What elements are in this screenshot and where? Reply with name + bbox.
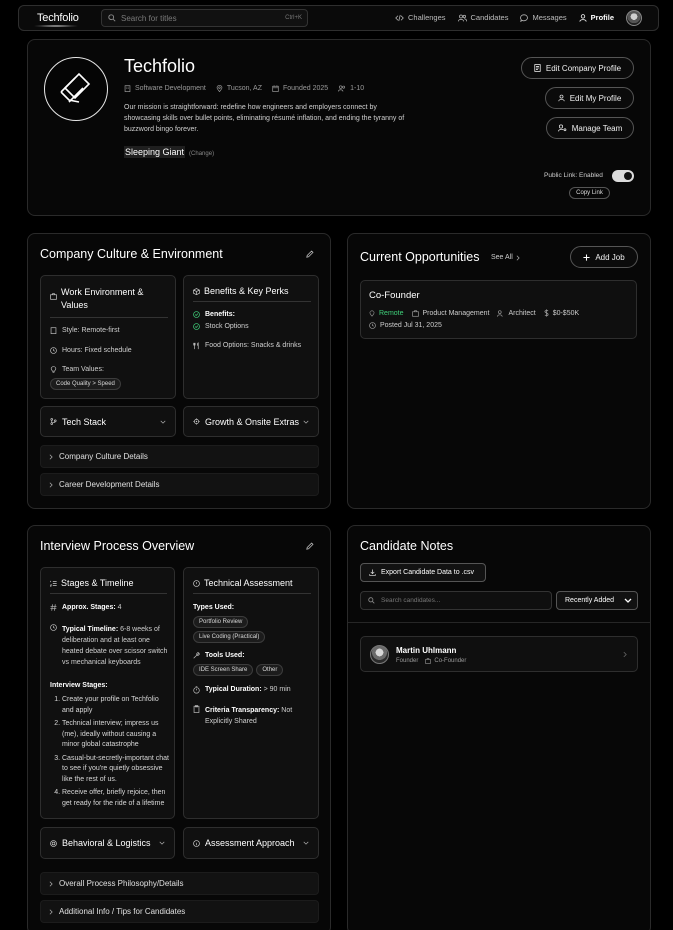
message-icon: [520, 14, 528, 22]
clock-icon: [50, 347, 57, 354]
timer-icon: [193, 686, 200, 694]
tool-pill: Other: [256, 664, 283, 676]
duration-label: Typical Duration:: [205, 686, 262, 693]
criteria-label: Criteria Transparency:: [205, 707, 280, 714]
users-icon: [338, 85, 346, 92]
interview-steps-list: [50, 695, 172, 812]
benefits-label: Benefits:: [205, 311, 235, 318]
accordion-company-culture-details[interactable]: [40, 445, 319, 468]
user-avatar[interactable]: [626, 10, 642, 26]
clock-icon: [50, 624, 57, 631]
opportunities-panel: [347, 233, 651, 509]
copy-link-button[interactable]: Copy Link: [569, 187, 610, 199]
interview-panel: [27, 525, 331, 930]
team-values-label: Team Values:: [62, 366, 104, 373]
manage-team-button[interactable]: [546, 117, 634, 139]
search-input[interactable]: [101, 9, 308, 27]
job-salary-label: $0-$50K: [552, 309, 580, 317]
company-logo: [44, 57, 108, 121]
building-icon: [124, 85, 131, 92]
timeline-value: 6-8 weeks of deliberation and at least one heated debate over scissor switch vs mechanical keyboards: [62, 626, 168, 666]
approx-stages-label: Approx. Stages:: [62, 604, 116, 611]
chevron-down-icon: [624, 598, 632, 603]
accordion-additional-info[interactable]: [40, 900, 319, 923]
culture-title: Company Culture & Environment: [40, 247, 223, 261]
company-size-label: 1-10: [350, 85, 365, 92]
stages-card: [40, 567, 175, 819]
list-ordered-icon: [50, 580, 57, 587]
chevron-right-icon: [49, 909, 53, 915]
timeline-label: Typical Timeline:: [62, 626, 119, 633]
growth-label: Growth & Onsite Extras: [205, 416, 300, 427]
company-header-panel: [27, 39, 651, 216]
candidate-role: Founder: [396, 658, 419, 664]
user-icon: [579, 14, 587, 22]
add-job-button[interactable]: [570, 246, 638, 268]
search-shortcut: Ctrl+K: [285, 15, 302, 21]
edit-pencil-icon[interactable]: [306, 542, 314, 550]
types-used-label: Types Used:: [193, 604, 235, 611]
interview-stages-label: Interview Stages:: [50, 682, 108, 689]
accordion-label: Career Development Details: [59, 480, 160, 489]
benefits-card: [183, 275, 319, 399]
tech-stack-dropdown[interactable]: [40, 406, 176, 437]
company-location: [216, 85, 262, 92]
dollar-icon: [544, 309, 549, 317]
divider: [348, 622, 650, 623]
check-icon: [193, 323, 200, 330]
opportunities-title: Current Opportunities: [360, 250, 480, 264]
chevron-down-icon: [303, 420, 309, 424]
divider: [50, 593, 167, 594]
job-level-label: Architect: [508, 309, 536, 317]
chevron-right-icon: [49, 881, 53, 887]
company-industry: [124, 85, 206, 92]
user-icon: [497, 310, 504, 317]
gift-icon: [193, 288, 200, 295]
assessment-approach-dropdown[interactable]: [183, 827, 319, 859]
candidate-company-label: Co-Founder: [434, 658, 467, 664]
user-icon: [558, 94, 565, 102]
utensils-icon: [193, 342, 200, 350]
team-value-pill: Code Quality > Speed: [50, 378, 121, 390]
assessment-type-pill: Portfolio Review: [193, 616, 248, 628]
interview-title: Interview Process Overview: [40, 539, 195, 553]
edit-my-profile-label: Edit My Profile: [569, 93, 622, 103]
lightbulb-icon: [50, 366, 57, 373]
nav-profile[interactable]: [579, 13, 614, 22]
company-size: [338, 85, 364, 92]
nav-messages-label: Messages: [532, 13, 567, 22]
work-hours: Hours: Fixed schedule: [62, 347, 132, 354]
public-link-toggle[interactable]: [612, 170, 634, 182]
top-navbar: [18, 5, 659, 31]
benefit-stock-options: Stock Options: [205, 323, 249, 330]
hash-icon: [50, 604, 57, 611]
company-stage: Sleeping Giant: [125, 147, 185, 157]
chevron-right-icon: [49, 454, 53, 460]
company-industry-label: Software Development: [135, 85, 206, 92]
user-cog-icon: [558, 124, 567, 132]
behavioral-label: Behavioral & Logistics: [62, 838, 151, 848]
accordion-process-philosophy[interactable]: [40, 872, 319, 895]
edit-company-profile-button[interactable]: [521, 57, 634, 79]
behavioral-dropdown[interactable]: [40, 827, 175, 859]
company-name: Techfolio: [124, 56, 196, 76]
divider: [50, 317, 168, 318]
building-icon: [50, 327, 57, 334]
wrench-icon: [193, 652, 200, 659]
job-level: [497, 309, 535, 317]
export-csv-button[interactable]: [360, 563, 486, 582]
company-location-label: Tucson, AZ: [226, 85, 262, 92]
search-icon: [368, 597, 375, 604]
nav-challenges[interactable]: [395, 13, 446, 22]
chevron-right-icon: [516, 255, 520, 261]
clipboard-icon: [193, 705, 200, 713]
briefcase-icon: [50, 293, 57, 300]
building-icon: [412, 310, 419, 317]
interview-step: 2. Technical interview; impress us (me), ideally without causing a minor global catastrophe: [62, 719, 172, 751]
divider: [193, 593, 311, 594]
candidate-search-placeholder: Search candidates...: [381, 597, 441, 604]
download-icon: [369, 569, 376, 576]
sort-select-value: Recently Added: [565, 597, 615, 604]
calendar-icon: [272, 85, 279, 92]
nav-messages[interactable]: [520, 13, 566, 22]
work-style: Style: Remote-first: [62, 327, 120, 334]
culture-panel: [27, 233, 331, 509]
accordion-label: Additional Info / Tips for Candidates: [59, 907, 186, 916]
chevron-right-icon: [623, 651, 627, 658]
candidate-search-input[interactable]: [360, 591, 552, 610]
add-job-label: Add Job: [595, 252, 625, 262]
company-mission: Our mission is straightforward: redefine how engineers and employers connect by showcasing skills over bullet points, eliminating résumé inflation, and ending the tyranny of buzzword bingo forever.: [124, 104, 405, 133]
job-department: [412, 309, 490, 317]
search-placeholder: Search for titles: [121, 14, 177, 23]
nav-challenges-label: Challenges: [407, 13, 446, 22]
job-posted-label: Posted Jul 31, 2025: [380, 322, 442, 329]
see-all-label: See All: [491, 254, 513, 261]
edit-company-profile-label: Edit Company Profile: [545, 63, 622, 73]
chevron-right-icon: [49, 482, 53, 488]
interview-step: 3. Casual-but-secretly-important chat to see if you're quietly obsessive like the rest of us.: [62, 754, 172, 786]
benefits-title: Benefits & Key Perks: [204, 286, 289, 296]
assessment-approach-label: Assessment Approach: [205, 838, 295, 848]
job-location-label: Remote: [379, 309, 404, 317]
tech-stack-label: Tech Stack: [62, 416, 107, 427]
job-department-label: Product Management: [422, 309, 490, 317]
accordion-label: Company Culture Details: [59, 452, 148, 461]
export-csv-label: Export Candidate Data to .csv: [381, 569, 474, 576]
check-circle-icon: [193, 311, 200, 318]
nav-candidates-label: Candidates: [470, 13, 509, 22]
search-icon: [108, 14, 116, 22]
job-title: Co-Founder: [369, 290, 420, 301]
map-pin-icon: [216, 85, 223, 92]
users-icon: [458, 14, 467, 22]
tools-used-label: Tools Used:: [205, 652, 245, 659]
approx-stages-value: 4: [117, 604, 122, 611]
git-branch-icon: [50, 418, 57, 425]
public-link-label: Public Link: Enabled: [544, 172, 603, 179]
sprout-icon: [193, 418, 200, 425]
job-card[interactable]: [360, 280, 637, 339]
company-founded-label: Founded 2025: [282, 85, 329, 92]
map-pin-icon: [369, 310, 375, 317]
logo[interactable]: Techfolio: [37, 12, 79, 24]
criteria-value: Not Explicitly Shared: [205, 707, 293, 725]
interview-step: 4. Receive offer, briefly rejoice, then get ready for the ride of a lifetime: [62, 788, 172, 809]
technical-assessment-card: [183, 567, 319, 819]
duration-value: > 90 min: [263, 686, 291, 693]
chevron-down-icon: [303, 841, 309, 845]
job-location: [369, 309, 404, 317]
plus-icon: [583, 254, 590, 261]
nav-profile-label: Profile: [590, 13, 614, 22]
edit-my-profile-button[interactable]: [545, 87, 634, 109]
food-options: Food Options: Snacks & drinks: [205, 342, 302, 349]
edit-pencil-icon[interactable]: [306, 250, 314, 258]
candidate-list-item[interactable]: [360, 636, 638, 672]
tool-pill: IDE Screen Share: [193, 664, 253, 676]
info-icon: [193, 840, 200, 847]
candidate-avatar: [370, 645, 389, 664]
code-icon: [395, 14, 404, 22]
building-icon: [425, 658, 431, 664]
see-all-link[interactable]: [491, 254, 520, 261]
job-salary: [544, 309, 579, 317]
chevron-down-icon: [160, 420, 166, 424]
candidate-notes-panel: [347, 525, 651, 930]
manage-team-label: Manage Team: [571, 123, 623, 133]
company-logo-icon: [45, 58, 106, 119]
document-icon: [534, 64, 541, 72]
code-icon: [193, 580, 200, 587]
clock-icon: [369, 322, 376, 329]
chevron-down-icon: [159, 841, 165, 845]
target-icon: [50, 840, 57, 847]
accordion-label: Overall Process Philosophy/Details: [59, 879, 184, 888]
divider: [193, 301, 311, 302]
company-founded: [272, 85, 328, 92]
candidate-company: [425, 658, 466, 664]
work-environment-card: [40, 275, 176, 399]
nav-candidates[interactable]: [458, 13, 509, 22]
change-stage-link[interactable]: (Change): [189, 151, 215, 157]
candidate-name: Martin Uhlmann: [396, 646, 457, 655]
work-environment-title: Work Environment & Values: [61, 287, 144, 310]
assessment-type-pill: Live Coding (Practical): [193, 631, 265, 643]
logo-glow: [33, 25, 79, 27]
accordion-career-development[interactable]: [40, 473, 319, 496]
job-posted: [369, 322, 442, 329]
growth-dropdown[interactable]: [183, 406, 319, 437]
stages-title: Stages & Timeline: [61, 578, 134, 588]
interview-step: 1. Create your profile on Techfolio and apply: [62, 695, 172, 716]
sort-select[interactable]: [556, 591, 638, 610]
technical-title: Technical Assessment: [204, 578, 293, 588]
candidate-notes-title: Candidate Notes: [360, 539, 454, 553]
